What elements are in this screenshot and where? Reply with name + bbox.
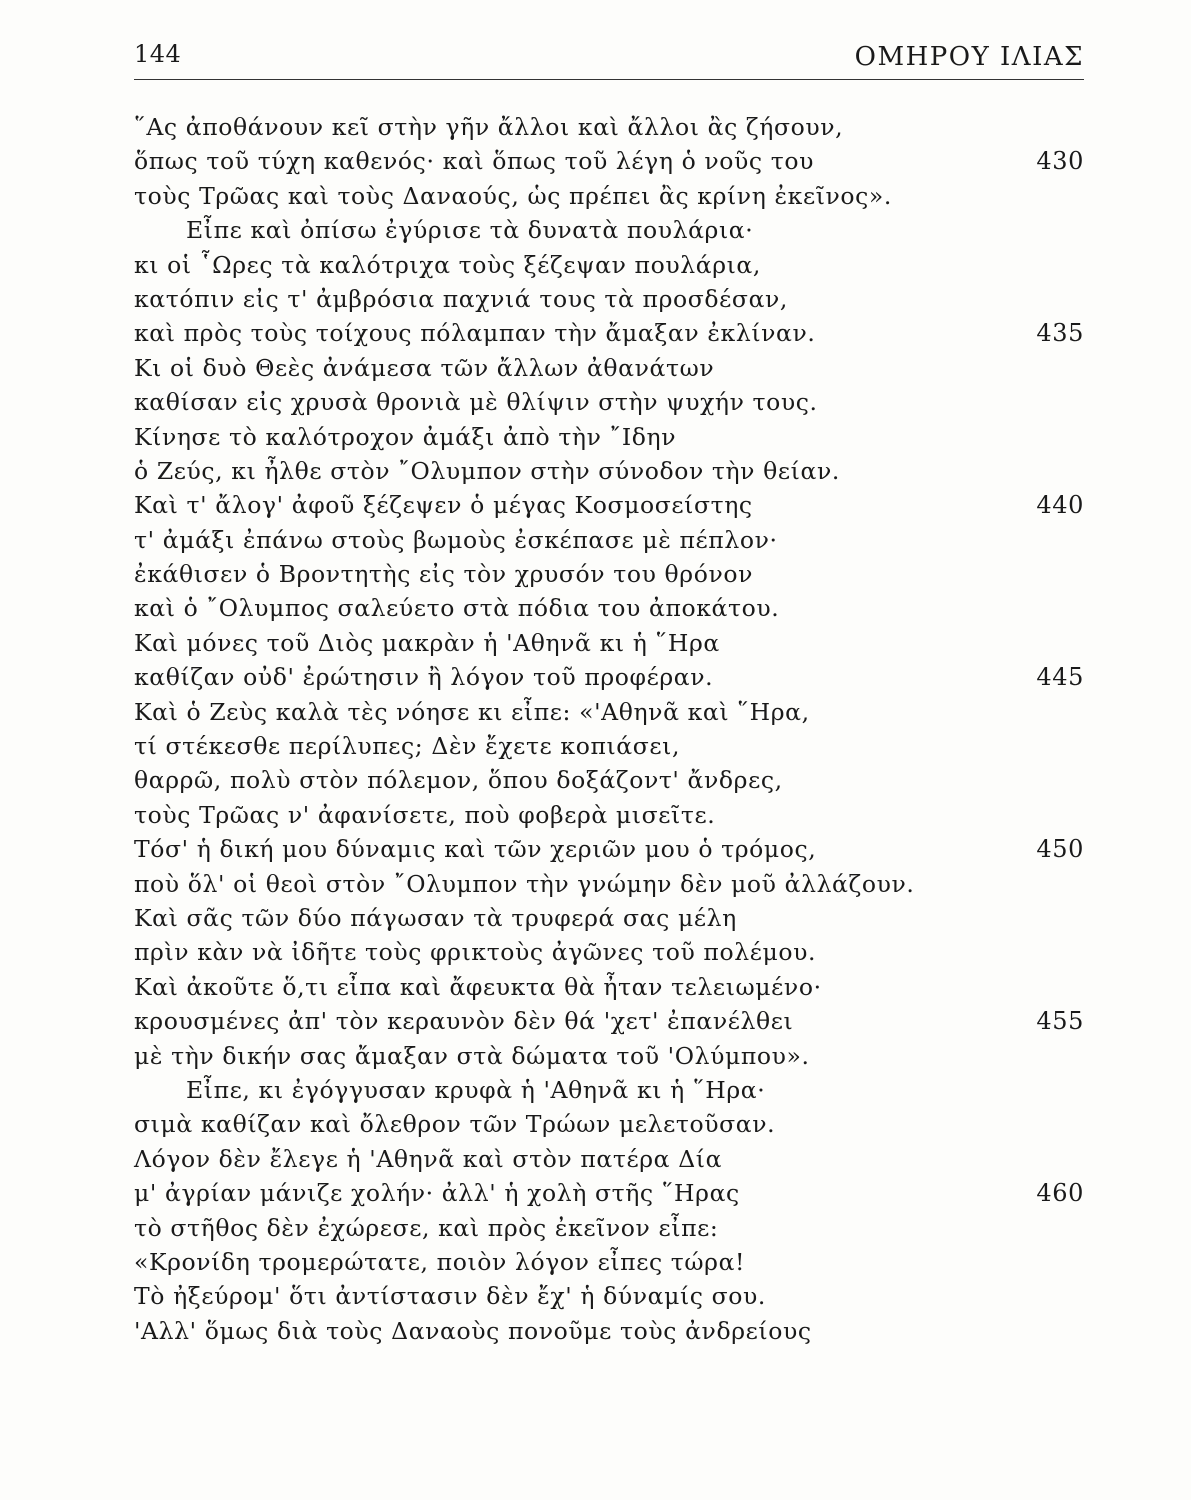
verse-text: καθίσαν εἰς χρυσὰ θρονιὰ μὲ θλίψιν στὴν ψυχήν τους. [134, 388, 818, 417]
verse-line [134, 213, 1084, 247]
verse-text: ὁ Ζεύς, κι ἦλθε στὸν ῎Ολυμπον στὴν σύνοδον τὴν θείαν. [134, 456, 840, 485]
verse-text: μὲ τὴν δικήν σας ἄμαξαν στὰ δώματα τοῦ 'Ολύμπου». [134, 1041, 810, 1070]
line-number: 440 [1036, 491, 1084, 520]
verse-line [134, 282, 1084, 316]
verse-text: ὅπως τοῦ τύχη καθενός· καὶ ὅπως τοῦ λέγη ὁ νοῦς του [134, 147, 814, 176]
verse-line [134, 1211, 1084, 1245]
verse-line [134, 488, 1084, 522]
verse-line [134, 695, 1084, 729]
verse-line [134, 1039, 1084, 1073]
header-rule [134, 79, 1084, 80]
verse-line [134, 1073, 1084, 1107]
verse-line [134, 454, 1084, 488]
line-number: 455 [1036, 1007, 1084, 1036]
verse-text: Εἶπε καὶ ὀπίσω ἐγύρισε τὰ δυνατὰ πουλάρια· [186, 216, 754, 245]
verse-text: Κι οἱ δυὸ Θεὲς ἀνάμεσα τῶν ἄλλων ἀθανάτων [134, 353, 715, 382]
verse-text: τί στέκεσθε περίλυπες; Δὲν ἔχετε κοπιάσει, [134, 732, 681, 761]
line-number: 445 [1036, 663, 1084, 692]
verse-line [134, 591, 1084, 625]
verse-text: καὶ ὁ ῎Ολυμπος σαλεύετο στὰ πόδια του ἀποκάτου. [134, 594, 780, 623]
verse-block [134, 110, 1084, 1348]
verse-line [134, 248, 1084, 282]
verse-line [134, 1245, 1084, 1279]
verse-text: κατόπιν εἰς τ' ἀμβρόσια παχνιά τους τὰ προσδέσαν, [134, 284, 788, 313]
verse-text: Καὶ μόνες τοῦ Διὸς μακρὰν ἡ 'Αθηνᾶ κι ἡ ῞Ηρα [134, 628, 720, 657]
verse-line [134, 420, 1084, 454]
verse-line [134, 832, 1084, 866]
verse-line [134, 1142, 1084, 1176]
verse-text: τοὺς Τρῶας ν' ἀφανίσετε, ποὺ φοβερὰ μισεῖτε. [134, 800, 716, 829]
verse-text: Καὶ ὁ Ζεὺς καλὰ τὲς νόησε κι εἶπε: «'Αθηνᾶ καὶ ῞Ηρα, [134, 697, 810, 726]
verse-line [134, 351, 1084, 385]
verse-text: 'Αλλ' ὅμως διὰ τοὺς Δαναοὺς πονοῦμε τοὺς ἀνδρείους [134, 1316, 812, 1345]
verse-text: Τὸ ἠξεύρομ' ὅτι ἀντίστασιν δὲν ἔχ' ἡ δύναμίς σου. [134, 1282, 766, 1311]
verse-text: Τόσ' ἡ δική μου δύναμις καὶ τῶν χεριῶν μου ὁ τρόμος, [134, 835, 817, 864]
verse-text: ποὺ ὅλ' οἱ θεοὶ στὸν ῎Ολυμπον τὴν γνώμην δὲν μοῦ ἀλλάζουν. [134, 869, 915, 898]
verse-line [134, 179, 1084, 213]
verse-text: καὶ πρὸς τοὺς τοίχους πόλαμπαν τὴν ἄμαξαν ἐκλίναν. [134, 319, 816, 348]
verse-text: τοὺς Τρῶας καὶ τοὺς Δαναούς, ὡς πρέπει ἂς κρίνη ἐκεῖνος». [134, 181, 892, 210]
verse-text: Καὶ σᾶς τῶν δύο πάγωσαν τὰ τρυφερά σας μέλη [134, 903, 737, 932]
verse-line [134, 970, 1084, 1004]
verse-text: Εἶπε, κι ἐγόγγυσαν κρυφὰ ἡ 'Αθηνᾶ κι ἡ ῞Ηρα· [186, 1075, 766, 1104]
verse-text: σιμὰ καθίζαν καὶ ὄλεθρον τῶν Τρώων μελετοῦσαν. [134, 1110, 776, 1139]
verse-text: τ' ἀμάξι ἐπάνω στοὺς βωμοὺς ἐσκέπασε μὲ πέπλον· [134, 525, 778, 554]
verse-line [134, 935, 1084, 969]
verse-text: πρὶν κὰν νὰ ἰδῆτε τοὺς φρικτοὺς ἀγῶνες τοῦ πολέμου. [134, 938, 817, 967]
running-title: ΟΜΗΡΟΥ ΙΛΙΑΣ [854, 42, 1084, 72]
verse-line [134, 385, 1084, 419]
verse-text: Λόγον δὲν ἔλεγε ἡ 'Αθηνᾶ καὶ στὸν πατέρα Δία [134, 1144, 723, 1173]
verse-text: Καὶ τ' ἄλογ' ἀφοῦ ξέζεψεν ὁ μέγας Κοσμοσείστης [134, 491, 753, 520]
line-number: 460 [1036, 1179, 1084, 1208]
verse-line [134, 1004, 1084, 1038]
verse-text: θαρρῶ, πολὺ στὸν πόλεμον, ὅπου δοξάζοντ' ἄνδρες, [134, 766, 783, 795]
page-number: 144 [134, 40, 182, 68]
verse-text: τὸ στῆθος δὲν ἐχώρεσε, καὶ πρὸς ἐκεῖνον εἶπε: [134, 1213, 719, 1242]
verse-text: κι οἱ ῟Ωρες τὰ καλότριχα τοὺς ξέζεψαν πουλάρια, [134, 250, 761, 279]
line-number: 430 [1036, 147, 1084, 176]
verse-line [134, 867, 1084, 901]
verse-line [134, 110, 1084, 144]
line-number: 450 [1036, 835, 1084, 864]
verse-line [134, 1176, 1084, 1210]
verse-line [134, 729, 1084, 763]
verse-line [134, 626, 1084, 660]
verse-text: Καὶ ἀκοῦτε ὅ,τι εἶπα καὶ ἄφευκτα θὰ ἦταν τελειωμένο· [134, 972, 822, 1001]
verse-line [134, 1314, 1084, 1348]
verse-line [134, 1279, 1084, 1313]
verse-line [134, 557, 1084, 591]
verse-text: «Κρονίδη τρομερώτατε, ποιὸν λόγον εἶπες τώρα! [134, 1247, 746, 1276]
verse-text: καθίζαν οὐδ' ἐρώτησιν ἢ λόγον τοῦ προφέραν. [134, 663, 714, 692]
verse-line [134, 798, 1084, 832]
verse-line [134, 316, 1084, 350]
verse-text: ἐκάθισεν ὁ Βροντητὴς εἰς τὸν χρυσόν του θρόνον [134, 560, 753, 589]
verse-line [134, 523, 1084, 557]
verse-text: μ' ἀγρίαν μάνιζε χολήν· ἀλλ' ἡ χολὴ στῆς ῞Ηρας [134, 1179, 740, 1208]
verse-line [134, 1107, 1084, 1141]
verse-text: Κίνησε τὸ καλότροχον ἀμάξι ἀπὸ τὴν ῎Ιδην [134, 422, 677, 451]
verse-line [134, 660, 1084, 694]
verse-text: κρουσμένες ἀπ' τὸν κεραυνὸν δὲν θά 'χετ' ἐπανέλθει [134, 1007, 794, 1036]
verse-line [134, 901, 1084, 935]
verse-line [134, 144, 1084, 178]
verse-line [134, 763, 1084, 797]
verse-text: ῞Ας ἀποθάνουν κεῖ στὴν γῆν ἄλλοι καὶ ἄλλοι ἂς ζήσουν, [134, 113, 844, 141]
line-number: 435 [1036, 319, 1084, 348]
